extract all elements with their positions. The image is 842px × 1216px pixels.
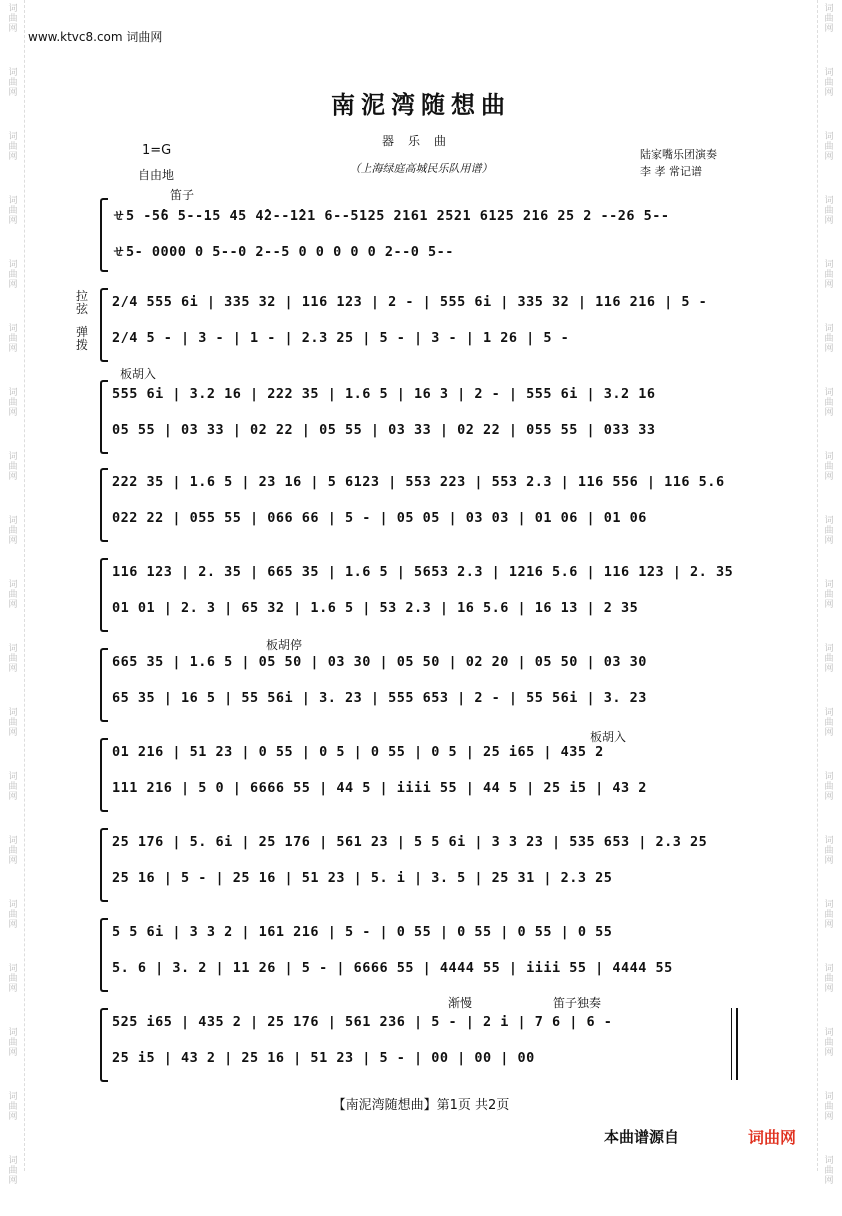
watermark-text: 词 曲 网	[8, 964, 18, 994]
arrangement-note: （上海绿庭高城民乐队用谱）	[349, 162, 493, 175]
source-label: 本曲谱源自	[604, 1128, 680, 1146]
watermark-text: 词 曲 网	[824, 772, 834, 802]
source-brand-link[interactable]: 词曲网	[748, 1128, 797, 1147]
accompaniment-staff: 05 55 | 03 33 | 02 22 | 05 55 | 03 33 | 02 22 | 055 55 | 033 33	[112, 422, 656, 438]
page-subtitle: 器乐曲	[381, 134, 460, 148]
score-system	[106, 466, 738, 546]
annotation-dizi-solo: 笛子独奏	[553, 996, 602, 1010]
watermark-text: 词 曲 网	[824, 324, 834, 354]
watermark-text: 词 曲 网	[824, 516, 834, 546]
watermark-text: 词 曲 网	[8, 4, 18, 34]
system-brace	[100, 288, 108, 362]
system-brace	[100, 828, 108, 902]
accompaniment-staff: 2/4 5 - | 3 - | 1 - | 2.3 25 | 5 - | 3 - | 1 26 | 5 -	[112, 330, 570, 346]
system-brace	[100, 380, 108, 454]
melody-staff: ㄝ5 -5̂6 5--15 45 4̂2--1̂21 6--5125 2161 2521 6125 216 25 2 --26 5--	[112, 208, 670, 224]
score-system	[106, 556, 738, 636]
watermark-text: 词 曲 网	[8, 452, 18, 482]
watermark-text: 词 曲 网	[8, 196, 18, 226]
site-url[interactable]: www.ktvc8.com 词曲网	[28, 30, 163, 44]
annotation-banhu-in-2: 板胡入	[590, 730, 627, 744]
accompaniment-staff: 022 22 | 055 55 | 066 66 | 5 - | 05 05 | 03 03 | 01 06 | 01 06	[112, 510, 647, 526]
watermark-text: 词 曲 网	[824, 580, 834, 610]
melody-staff: 525 i65 | 435 2 | 25 176 | 561 236 | 5 - | 2 i | 7 6 | 6 -	[112, 1014, 613, 1030]
watermark-text: 词 曲 网	[8, 1092, 18, 1122]
accompaniment-staff: 25 16 | 5 - | 25 16 | 51 23 | 5. i | 3. 5 | 25 31 | 2.3 25	[112, 870, 613, 886]
watermark-text: 词 曲 网	[824, 708, 834, 738]
melody-staff: 555 6i | 3.2 16 | 222 35 | 1.6 5 | 16 3 | 2 - | 555 6i | 3.2 16	[112, 386, 656, 402]
performer: 陆家嘴乐团演奏	[640, 148, 717, 161]
instrument-label-plucked: 弹拨	[76, 325, 89, 352]
accompaniment-staff: 65 35 | 16 5 | 55 56i | 3. 23 | 555 653 | 2 - | 55 56i | 3. 23	[112, 690, 647, 706]
key-signature: 1=G	[142, 143, 172, 158]
accompaniment-staff: ㄝ5- 0000 0 5--0 2--5 0 0 0 0 0 2--0 5--	[112, 244, 454, 260]
watermark-text: 词 曲 网	[824, 68, 834, 98]
melody-staff: 222 35 | 1.6 5 | 23 16 | 5 6123 | 553 223 | 553 2.3 | 116 556 | 116 5.6	[112, 474, 725, 490]
watermark-text: 词 曲 网	[824, 388, 834, 418]
annotation-dizi: 笛子	[170, 188, 195, 202]
watermark-text: 词 曲 网	[8, 324, 18, 354]
watermark-text: 词 曲 网	[8, 388, 18, 418]
tempo-marking: 自由地	[138, 168, 175, 182]
annotation-banhu-in: 板胡入	[120, 367, 157, 381]
watermark-text: 词 曲 网	[8, 580, 18, 610]
melody-staff: 116 123 | 2. 35 | 665 35 | 1.6 5 | 5653 2.3 | 1216 5.6 | 116 123 | 2. 35	[112, 564, 734, 580]
watermark-text: 词 曲 网	[8, 772, 18, 802]
score-system	[106, 196, 738, 276]
annotation-slow: 渐慢	[448, 996, 473, 1010]
watermark-text: 词 曲 网	[824, 964, 834, 994]
system-brace	[100, 918, 108, 992]
melody-staff: 25 176 | 5. 6i | 25 176 | 561 23 | 5 5 6i | 3 3 23 | 535 653 | 2.3 25	[112, 834, 708, 850]
watermark-text: 词 曲 网	[824, 1092, 834, 1122]
watermark-text: 词 曲 网	[8, 132, 18, 162]
watermark-text: 词 曲 网	[824, 644, 834, 674]
system-brace	[100, 648, 108, 722]
score-system	[106, 378, 738, 458]
watermark-text: 词 曲 网	[824, 452, 834, 482]
score-system	[76, 286, 738, 366]
system-brace	[100, 468, 108, 542]
system-brace	[100, 558, 108, 632]
watermark-text: 词 曲 网	[8, 708, 18, 738]
watermark-text: 词 曲 网	[824, 196, 834, 226]
instrument-label-bowed: 拉弦	[76, 289, 89, 316]
accompaniment-staff: 5. 6 | 3. 2 | 11 26 | 5 - | 6666 55 | 4444 55 | iiii 55 | 4444 55	[112, 960, 673, 976]
accompaniment-staff: 111 216 | 5 0 | 6666 55 | 44 5 | iiii 55 | 44 5 | 25 i5 | 43 2	[112, 780, 647, 796]
accompaniment-staff: 01 01 | 2. 3 | 65 32 | 1.6 5 | 53 2.3 | 16 5.6 | 16 13 | 2 35	[112, 600, 639, 616]
system-brace	[100, 738, 108, 812]
transcriber: 李 孝 常记谱	[640, 165, 702, 178]
watermark-text: 词 曲 网	[8, 644, 18, 674]
watermark-text: 词 曲 网	[8, 68, 18, 98]
melody-staff: 01 216 | 51 23 | 0 55 | 0 5 | 0 55 | 0 5 | 25 i65 | 435 2	[112, 744, 604, 760]
watermark-text: 词 曲 网	[824, 132, 834, 162]
final-barline	[731, 1008, 738, 1080]
annotation-banhu-stop: 板胡停	[266, 638, 303, 652]
score-system	[106, 646, 738, 726]
page-title: 南泥湾随想曲	[331, 90, 511, 119]
watermark-text: 词 曲 网	[824, 1156, 834, 1186]
watermark-text: 词 曲 网	[8, 260, 18, 290]
watermark-text: 词 曲 网	[8, 1028, 18, 1058]
watermark-text: 词 曲 网	[8, 836, 18, 866]
watermark-text: 词 曲 网	[824, 260, 834, 290]
watermark-text: 词 曲 网	[8, 1156, 18, 1186]
accompaniment-staff: 25 i5 | 43 2 | 25 16 | 51 23 | 5 - | 00 | 00 | 00	[112, 1050, 535, 1066]
melody-staff: 665 35 | 1.6 5 | 05 50 | 03 30 | 05 50 | 02 20 | 05 50 | 03 30	[112, 654, 647, 670]
watermark-text: 词 曲 网	[824, 836, 834, 866]
system-brace	[100, 198, 108, 272]
score-system	[106, 1006, 738, 1086]
watermark-text: 词 曲 网	[8, 516, 18, 546]
watermark-text: 词 曲 网	[8, 900, 18, 930]
system-brace	[100, 1008, 108, 1082]
watermark-text: 词 曲 网	[824, 1028, 834, 1058]
watermark-text: 词 曲 网	[824, 900, 834, 930]
score-system	[106, 736, 738, 816]
melody-staff: 2/4 555 6i | 335 32 | 116 123 | 2 - | 555 6i | 335 32 | 116 216 | 5 -	[112, 294, 708, 310]
melody-staff: 5 5 6i | 3 3 2 | 161 216 | 5 - | 0 55 | 0 55 | 0 55 | 0 55	[112, 924, 613, 940]
watermark-text: 词 曲 网	[824, 4, 834, 34]
credits	[640, 146, 717, 180]
score-system	[106, 826, 738, 906]
page-footer: 【南泥湾随想曲】第1页 共2页	[332, 1098, 510, 1113]
score-system	[106, 916, 738, 996]
